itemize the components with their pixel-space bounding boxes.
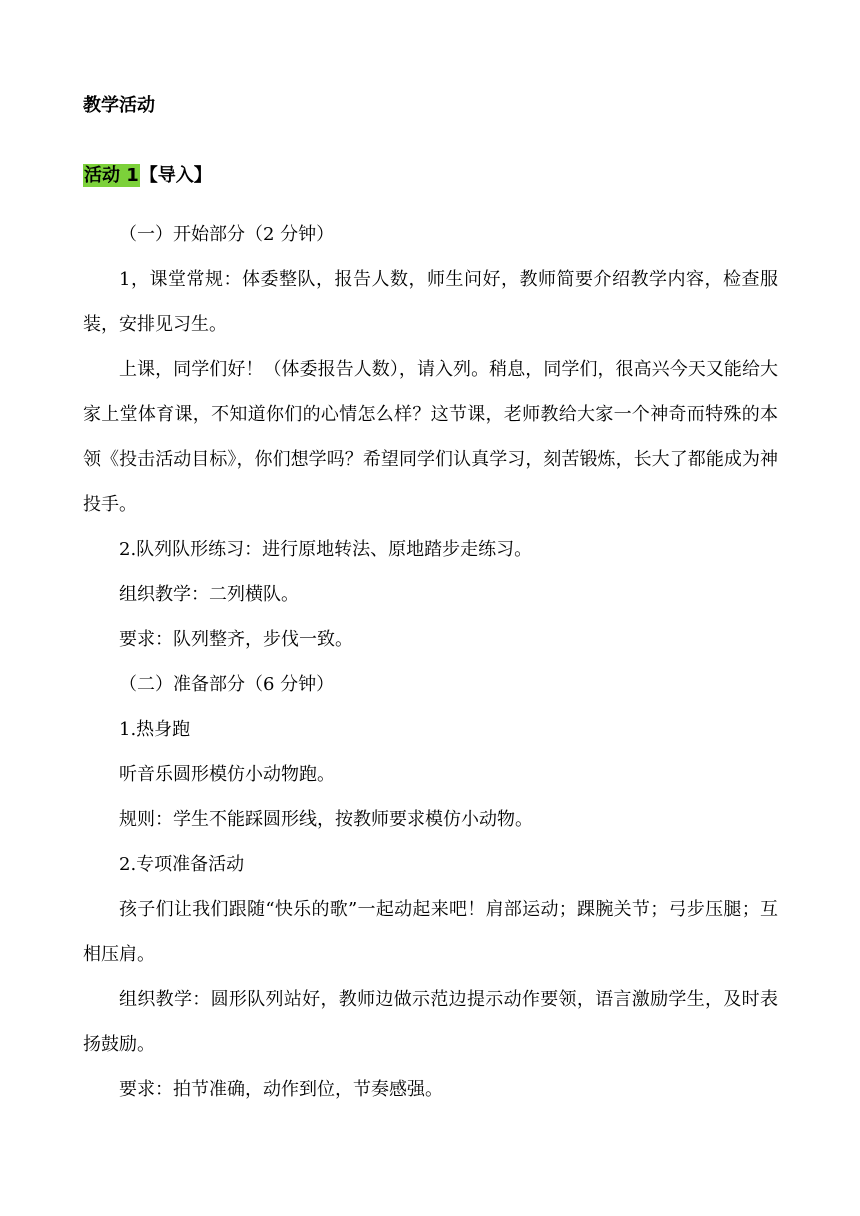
paragraph: 1.热身跑: [119, 719, 191, 740]
paragraph: 要求：队列整齐，步伐一致。: [119, 629, 353, 650]
activity-label-highlight: 活动 1: [84, 165, 139, 186]
paragraph: 上课，同学们好！（体委报告人数），请入列。稍息，同学们，很高兴今天又能给大家上堂体育课，不知道你们的心情怎么样？这节课，老师教给大家一个神奇而特殊的本领《投击活动目标》，你们想学吗？希望同学们认真学习，刻苦锻炼，长大了都能成为神投手。: [83, 359, 778, 515]
paragraph: 组织教学：二列横队。: [119, 584, 299, 605]
paragraph: 听音乐圆形模仿小动物跑。: [119, 764, 335, 785]
document-body: [83, 212, 778, 1112]
section-heading: 教学活动: [83, 95, 155, 116]
paragraph: 组织教学：圆形队列站好，教师边做示范边提示动作要领，语言激励学生，及时表扬鼓励。: [83, 989, 778, 1055]
paragraph: 孩子们让我们跟随“快乐的歌”一起动起来吧！肩部运动；踝腕关节；弓步压腿；互相压肩。: [83, 899, 778, 965]
paragraph: 1，课堂常规：体委整队，报告人数，师生问好，教师简要介绍教学内容，检查服装，安排见习生。: [83, 269, 778, 335]
paragraph: 2.队列队形练习：进行原地转法、原地踏步走练习。: [119, 539, 533, 560]
paragraph: 要求：拍节准确，动作到位，节奏感强。: [119, 1079, 443, 1100]
activity-subtitle: 【导入】: [139, 165, 212, 186]
paragraph: （一）开始部分（2 分钟）: [119, 224, 335, 245]
paragraph: 2.专项准备活动: [119, 854, 245, 875]
paragraph: （二）准备部分（6 分钟）: [119, 674, 335, 695]
activity-title: [83, 162, 212, 190]
paragraph: 规则：学生不能踩圆形线，按教师要求模仿小动物。: [119, 809, 533, 830]
